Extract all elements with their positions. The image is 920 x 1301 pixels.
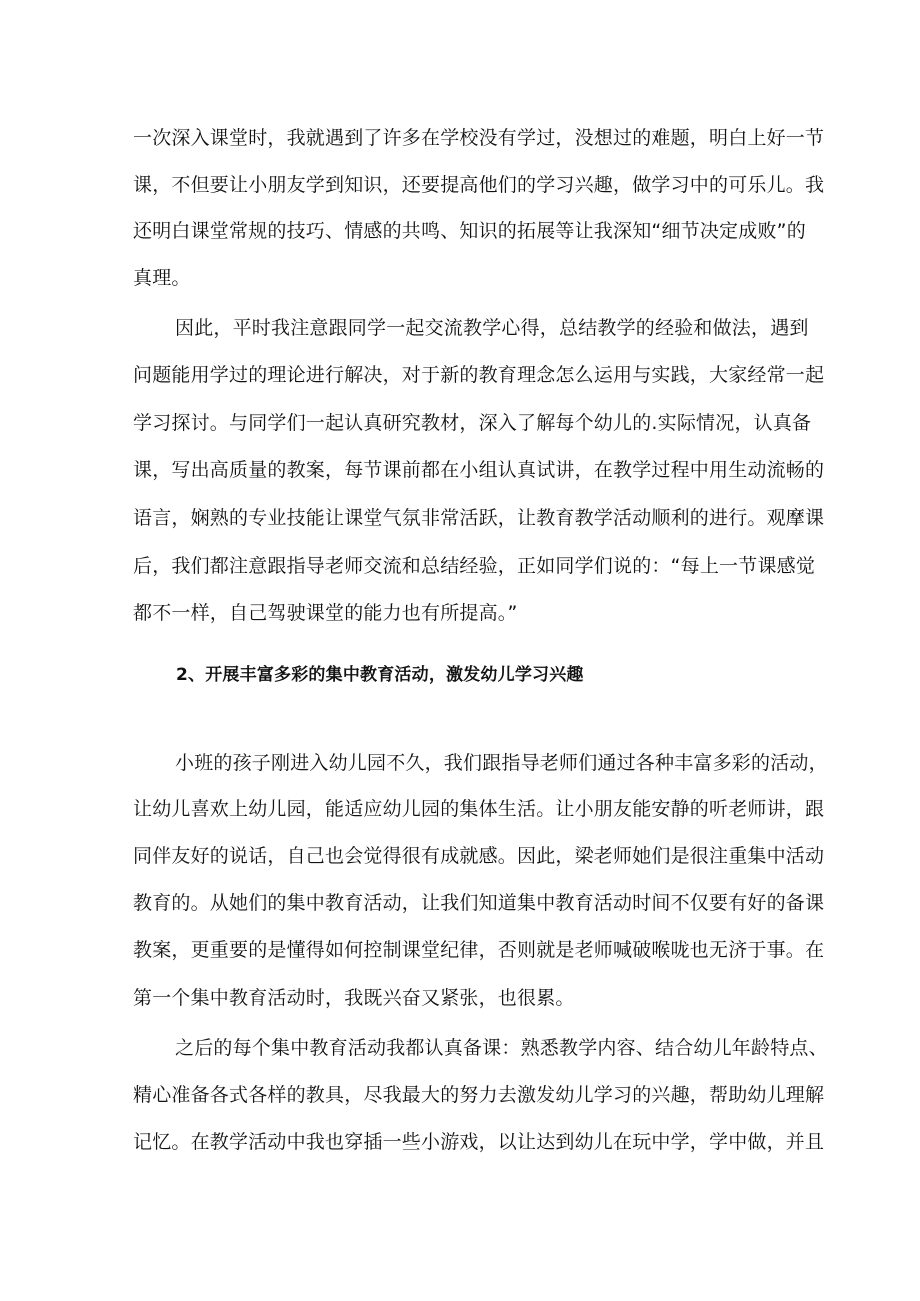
paragraph4-line-3: 记忆。在教学活动中我也穿插一些小游戏，以让达到幼儿在玩中学，学中做，并且 [133, 1131, 825, 1153]
paragraph3-line-6: 第一个集中教育活动时，我既兴奋又紧张，也很累。 [133, 987, 575, 1009]
paragraph2-line-4: 课，写出高质量的教案，每节课前都在小组认真试讲，在教学过程中用生动流畅的 [133, 459, 825, 481]
paragraph1-line-4: 真理。 [133, 267, 191, 289]
paragraph2-line-6: 后，我们都注意跟指导老师交流和总结经验，正如同学们说的：“每上一节课感觉 [133, 555, 816, 577]
paragraph2-line-2: 问题能用学过的理论进行解决，对于新的教育理念怎么运用与实践，大家经常一起 [133, 364, 825, 386]
paragraph3-line-2: 让幼儿喜欢上幼儿园，能适应幼儿园的集体生活。让小朋友能安静的听老师讲，跟 [133, 798, 825, 820]
paragraph3-line-5: 教案，更重要的是懂得如何控制课堂纪律，否则就是老师喊破喉咙也无济于事。在 [133, 939, 825, 961]
paragraph2-line-7: 都不一样，自己驾驶课堂的能力也有所提高。” [133, 602, 518, 624]
paragraph1-line-1: 一次深入课堂时，我就遇到了许多在学校没有学过，没想过的难题，明白上好一节 [133, 127, 825, 149]
paragraph2-line-1: 因此，平时我注意跟同学一起交流教学心得，总结教学的经验和做法，遇到 [175, 317, 809, 339]
section-heading: 2、开展丰富多彩的集中教育活动，激发幼儿学习兴趣 [176, 665, 584, 685]
paragraph2-line-5: 语言，娴熟的专业技能让课堂气氛非常活跃，让教育教学活动顺利的进行。观摩课 [133, 507, 825, 529]
paragraph2-line-3: 学习探讨。与同学们一起认真研究教材，深入了解每个幼儿的.实际情况，认真备 [133, 412, 812, 434]
paragraph3-line-4: 教育的。从她们的集中教育活动，让我们知道集中教育活动时间不仅要有好的备课 [133, 892, 825, 914]
paragraph4-line-2: 精心准备各式各样的教具，尽我最大的努力去激发幼儿学习的兴趣，帮助幼儿理解 [133, 1084, 825, 1106]
paragraph3-line-3: 同伴友好的说话，自己也会觉得很有成就感。因此，梁老师她们是很注重集中活动 [133, 845, 825, 867]
paragraph3-line-1: 小班的孩子刚进入幼儿园不久，我们跟指导老师们通过各种丰富多彩的活动， [175, 752, 828, 774]
paragraph4-line-1: 之后的每个集中教育活动我都认真备课：熟悉教学内容、结合幼儿年龄特点、 [175, 1037, 828, 1059]
paragraph1-line-3: 还明白课堂常规的技巧、情感的共鸣、知识的拓展等让我深知“细节决定成败”的 [133, 220, 806, 242]
paragraph1-line-2: 课，不但要让小朋友学到知识，还要提高他们的学习兴趣，做学习中的可乐儿。我 [133, 174, 825, 196]
